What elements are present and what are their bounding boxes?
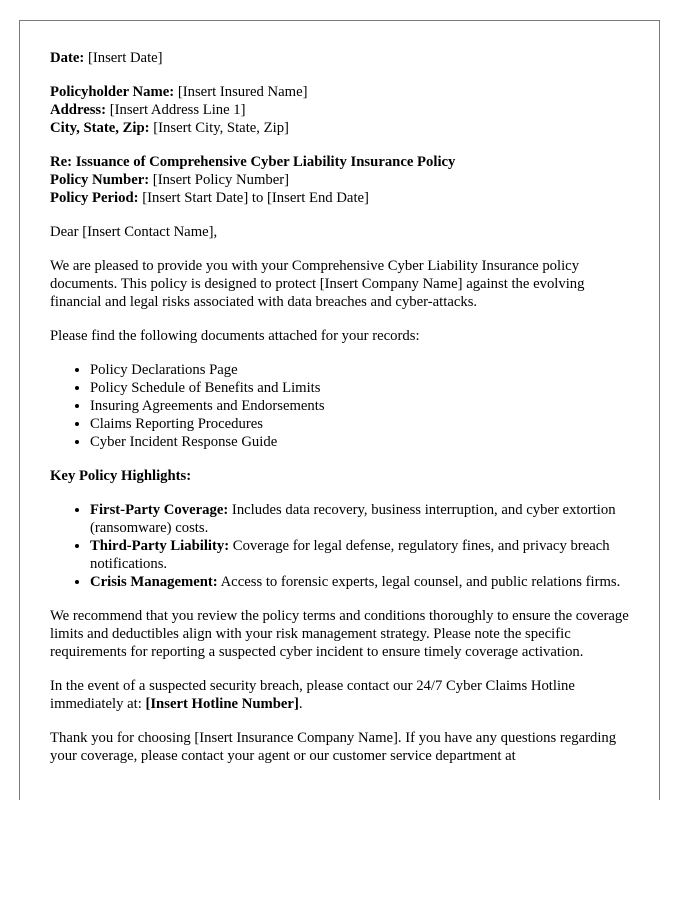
policy-number-label: Policy Number: bbox=[50, 172, 150, 188]
highlight-title: Crisis Management: bbox=[90, 574, 218, 590]
policy-period-value: [Insert Start Date] to [Insert End Date] bbox=[142, 190, 369, 206]
policy-number-value: [Insert Policy Number] bbox=[152, 172, 290, 188]
city-state-zip-value: [Insert City, State, Zip] bbox=[153, 120, 289, 136]
document-item: • Insuring Agreements and Endorsements bbox=[90, 397, 629, 415]
highlight-item bbox=[90, 573, 629, 591]
document-item: • Policy Declarations Page bbox=[90, 361, 629, 379]
highlight-text: Includes data recovery, business interruption, and cyber extortion (ransomware) costs. bbox=[90, 502, 616, 536]
hotline-end: . bbox=[298, 696, 303, 712]
highlight-title: Third-Party Liability: bbox=[90, 538, 230, 554]
date-line bbox=[50, 49, 629, 67]
highlights-list bbox=[50, 501, 629, 591]
highlight-item bbox=[90, 537, 629, 573]
documents-list bbox=[50, 361, 629, 451]
document-item: • Policy Schedule of Benefits and Limits bbox=[90, 379, 629, 397]
letter-page bbox=[19, 20, 660, 800]
city-state-zip-label: City, State, Zip: bbox=[50, 120, 150, 136]
highlight-text: Coverage for legal defense, regulatory fines, and privacy breach notifications. bbox=[90, 538, 610, 572]
document-item: • Claims Reporting Procedures bbox=[90, 415, 629, 433]
recommendation-paragraph: We recommend that you review the policy terms and conditions thoroughly to ensure the coverage limits and deductibles align with your risk management strategy. Please note the specific requirements for reporting a suspected cyber incident to ensure timely coverage activation. bbox=[50, 608, 629, 660]
recipient-block bbox=[50, 83, 629, 137]
intro-paragraph: We are pleased to provide you with your Comprehensive Cyber Liability Insurance policy documents. This policy is designed to protect [Insert Company Name] against the evolving financial and legal risks associated with data breaches and cyber-attacks. bbox=[50, 258, 585, 310]
document-item: • Cyber Incident Response Guide bbox=[90, 433, 629, 451]
policyholder-value: [Insert Insured Name] bbox=[177, 84, 308, 100]
highlight-title: First-Party Coverage: bbox=[90, 502, 229, 518]
highlight-item bbox=[90, 501, 629, 537]
letter-content bbox=[20, 21, 659, 765]
address-value: [Insert Address Line 1] bbox=[109, 102, 246, 118]
highlights-heading bbox=[50, 467, 629, 485]
policy-period-label: Policy Period: bbox=[50, 190, 139, 206]
policyholder-label: Policyholder Name: bbox=[50, 84, 175, 100]
hotline-text: In the event of a suspected security breach, please contact our 24/7 Cyber Claims Hotline immediately at: bbox=[50, 678, 575, 712]
closing-paragraph: Thank you for choosing [Insert Insurance Company Name]. If you have any questions regarding your coverage, please contact your agent or our customer service department at bbox=[50, 730, 617, 764]
address-label: Address: bbox=[50, 102, 107, 118]
date-label: Date: bbox=[50, 50, 85, 66]
salutation: Dear [Insert Contact Name], bbox=[50, 224, 218, 240]
date-value: [Insert Date] bbox=[87, 50, 163, 66]
highlights-heading-text: Key Policy Highlights: bbox=[50, 468, 192, 484]
re-line: Re: Issuance of Comprehensive Cyber Liability Insurance Policy bbox=[50, 154, 456, 170]
reference-block bbox=[50, 153, 629, 207]
documents-intro: Please find the following documents attached for your records: bbox=[50, 328, 420, 344]
highlight-text: Access to forensic experts, legal counsel, and public relations firms. bbox=[220, 574, 621, 590]
hotline-number: [Insert Hotline Number] bbox=[145, 696, 299, 712]
hotline-paragraph bbox=[50, 677, 629, 713]
